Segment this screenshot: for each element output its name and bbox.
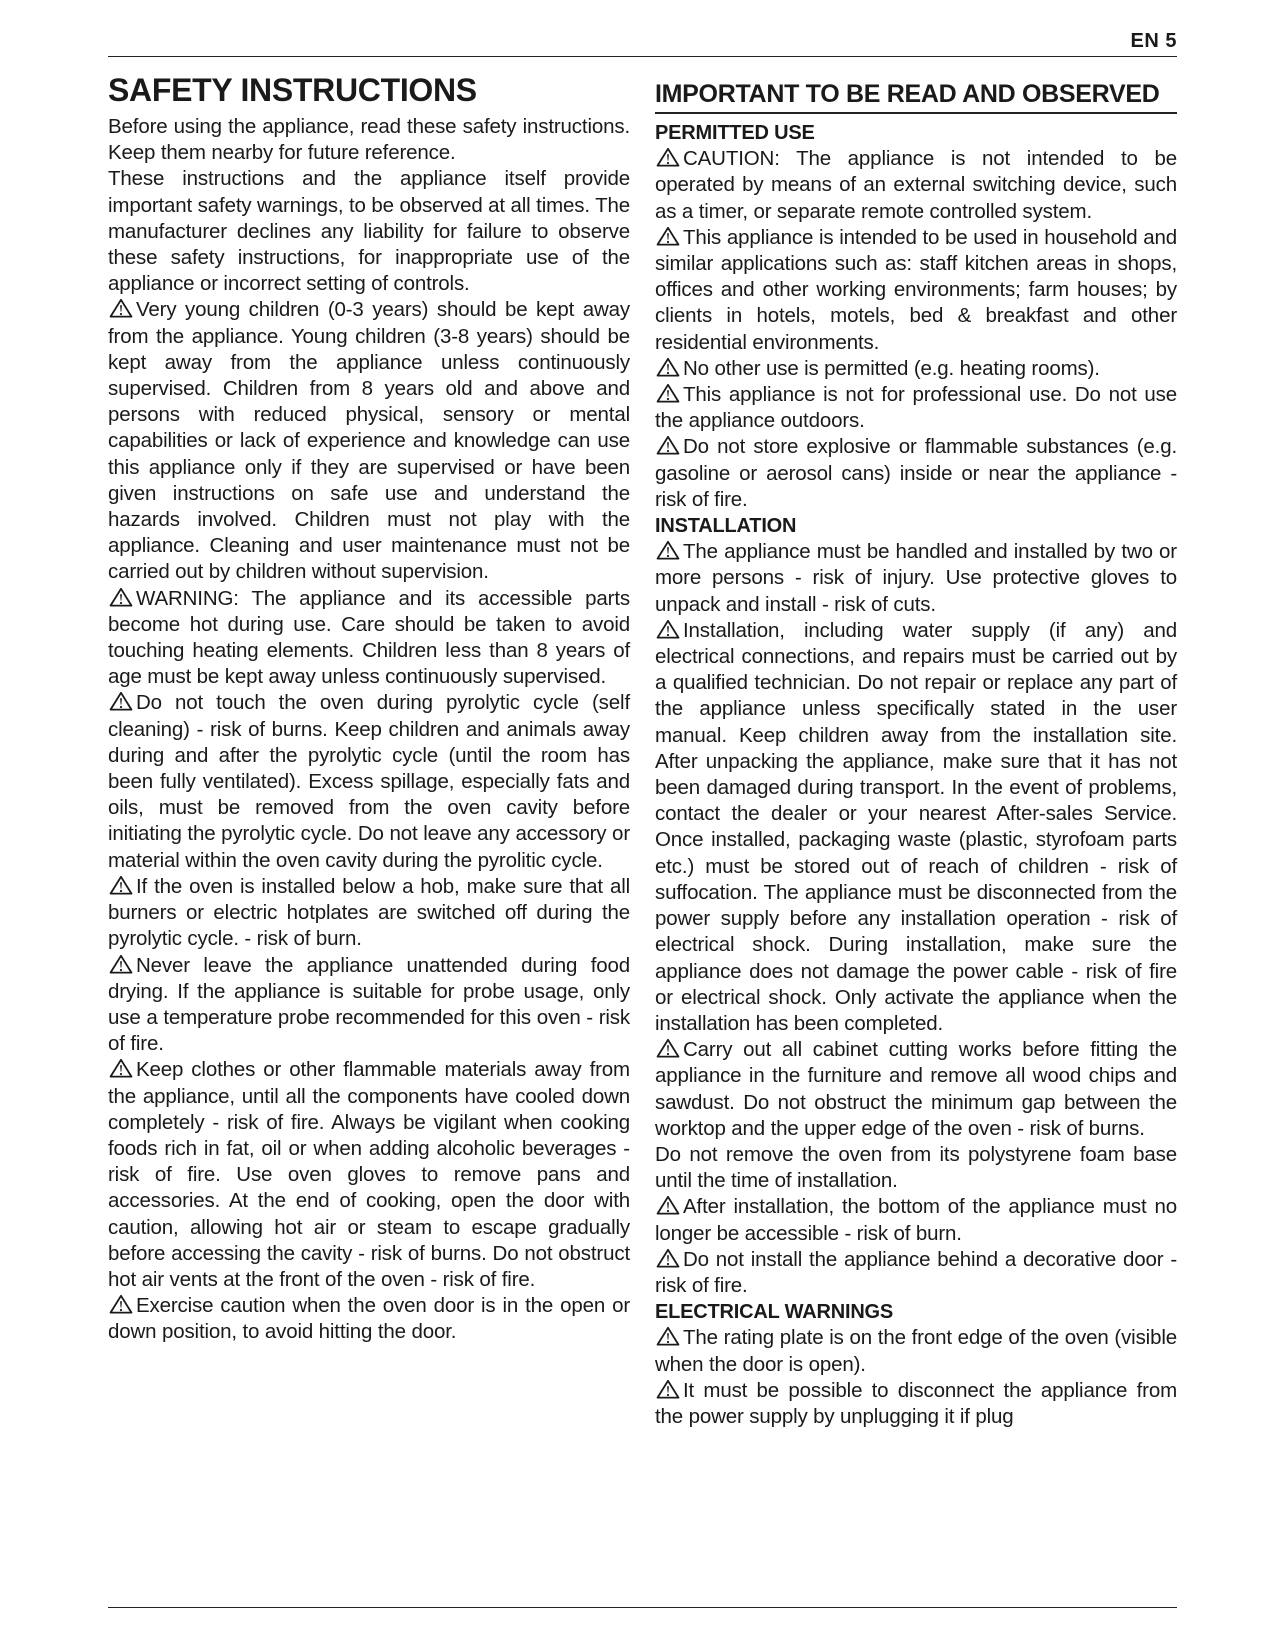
warning-triangle-icon bbox=[108, 1294, 134, 1314]
right-column bbox=[655, 70, 1177, 1430]
paragraph-text: Do not store explosive or flammable substances (e.g. gasoline or aerosol cans) inside or near the appliance - risk of fire. bbox=[655, 435, 1177, 511]
safety-paragraph bbox=[655, 1378, 1177, 1430]
paragraph-text: CAUTION: The appliance is not intended to be operated by means of an external switching device, such as a timer, or separate remote controlled system. bbox=[655, 147, 1177, 223]
safety-paragraph bbox=[655, 146, 1177, 225]
warning-triangle-icon bbox=[655, 1248, 681, 1268]
paragraph-text: These instructions and the appliance itself provide important safety warnings, to be observed at all times. The manufacturer declines any liability for failure to observe these safety instructions, for inappropriate use of the appliance or incorrect setting of controls. bbox=[108, 167, 630, 296]
safety-paragraph bbox=[108, 114, 630, 166]
paragraph-text: No other use is permitted (e.g. heating rooms). bbox=[683, 356, 1100, 380]
warning-triangle-icon bbox=[655, 383, 681, 403]
paragraph-text: Do not touch the oven during pyrolytic cycle (self cleaning) - risk of burns. Keep children and animals away during and after the pyrolytic cycle (until the room has been fully ventilated). Excess spillage, especially fats and oils, must be removed from the oven cavity before initiating the pyrolytic cycle. Do not leave any accessory or material within the oven cavity during the pyrolitic cycle. bbox=[108, 691, 630, 872]
safety-paragraph bbox=[655, 382, 1177, 434]
left-paragraphs bbox=[108, 114, 630, 1346]
paragraph-text: Keep clothes or other flammable materials away from the appliance, until all the components have cooled down completely - risk of fire. Always be vigilant when cooking foods rich in fat, oil or when adding alcoholic beverages - risk of fire. Use oven gloves to remove pans and accessories. At the end of cooking, open the door with caution, allowing hot air or steam to escape gradually before accessing the cavity - risk of burns. Do not obstruct hot air vents at the front of the oven - risk of fire. bbox=[108, 1058, 630, 1291]
safety-paragraph bbox=[655, 1247, 1177, 1299]
safety-paragraph bbox=[108, 1057, 630, 1293]
paragraph-text: Never leave the appliance unattended during food drying. If the appliance is suitable for probe usage, only use a temperature probe recommended for this oven - risk of fire. bbox=[108, 953, 630, 1056]
paragraph-text: Before using the appliance, read these safety instructions. Keep them nearby for future reference. bbox=[108, 115, 630, 165]
paragraph-text: This appliance is not for professional use. Do not use the appliance outdoors. bbox=[655, 383, 1177, 433]
safety-paragraph bbox=[655, 618, 1177, 1037]
safety-paragraph bbox=[655, 1325, 1177, 1377]
safety-paragraph bbox=[108, 1293, 630, 1345]
safety-paragraph bbox=[655, 434, 1177, 513]
bottom-rule bbox=[108, 1607, 1177, 1608]
safety-paragraph bbox=[655, 225, 1177, 356]
warning-triangle-icon bbox=[108, 298, 134, 318]
warning-triangle-icon bbox=[655, 540, 681, 560]
safety-paragraph bbox=[655, 539, 1177, 618]
paragraph-text: WARNING: The appliance and its accessible parts become hot during use. Care should be taken to avoid touching heating elements. Children less than 8 years of age must be kept away unless continuously supervised. bbox=[108, 586, 630, 689]
left-column bbox=[108, 70, 630, 1346]
safety-paragraph bbox=[108, 690, 630, 873]
safety-paragraph bbox=[655, 1037, 1177, 1142]
warning-triangle-icon bbox=[108, 587, 134, 607]
safety-paragraph bbox=[108, 874, 630, 953]
warning-triangle-icon bbox=[108, 954, 134, 974]
safety-paragraph bbox=[108, 953, 630, 1058]
warning-triangle-icon bbox=[655, 147, 681, 167]
section-heading-installation: INSTALLATION bbox=[655, 515, 797, 538]
top-rule bbox=[108, 56, 1177, 57]
permitted-use-paragraphs bbox=[655, 146, 1177, 513]
warning-triangle-icon bbox=[655, 1326, 681, 1346]
page-number: EN 5 bbox=[1130, 30, 1177, 52]
paragraph-text: After installation, the bottom of the appliance must no longer be accessible - risk of burn. bbox=[655, 1195, 1177, 1245]
warning-triangle-icon bbox=[108, 1058, 134, 1078]
warning-triangle-icon bbox=[655, 226, 681, 246]
warning-triangle-icon bbox=[655, 357, 681, 377]
warning-triangle-icon bbox=[655, 1379, 681, 1399]
paragraph-text: It must be possible to disconnect the appliance from the power supply by unplugging it if plug bbox=[655, 1378, 1177, 1428]
safety-paragraph bbox=[655, 1194, 1177, 1246]
paragraph-text: Exercise caution when the oven door is in the open or down position, to avoid hitting the door. bbox=[108, 1294, 630, 1344]
paragraph-text: Installation, including water supply (if any) and electrical connections, and repairs must be carried out by a qualified technician. Do not repair or replace any part of the appliance unless specifically stated in the user manual. Keep children away from the installation site. After unpacking the appliance, make sure that it has not been damaged during transport. In the event of problems, contact the dealer or your nearest After-sales Service. Once installed, packaging waste (plastic, styrofoam parts etc.) must be stored out of reach of children - risk of suffocation. The appliance must be disconnected from the power supply before any installation operation - risk of electrical shock. During installation, make sure the appliance does not damage the power cable - risk of fire or electrical shock. Only activate the appliance when the installation has been completed. bbox=[655, 618, 1177, 1035]
installation-paragraphs bbox=[655, 539, 1177, 1299]
paragraph-text: If the oven is installed below a hob, make sure that all burners or electric hotplates are switched off during the pyrolytic cycle. - risk of burn. bbox=[108, 874, 630, 951]
safety-paragraph bbox=[108, 297, 630, 585]
paragraph-text: Do not remove the oven from its polystyrene foam base until the time of installation. bbox=[655, 1142, 1177, 1193]
warning-triangle-icon bbox=[655, 619, 681, 639]
paragraph-text: Carry out all cabinet cutting works before fitting the appliance in the furniture and remove all wood chips and sawdust. Do not obstruct the minimum gap between the worktop and the upper edge of the oven - risk of burns. bbox=[655, 1038, 1177, 1140]
warning-triangle-icon bbox=[655, 1195, 681, 1215]
safety-instructions-title: SAFETY INSTRUCTIONS bbox=[108, 72, 477, 108]
safety-paragraph bbox=[108, 166, 630, 297]
section-heading-permitted-use: PERMITTED USE bbox=[655, 122, 815, 144]
warning-triangle-icon bbox=[108, 875, 134, 895]
important-title: IMPORTANT TO BE READ AND OBSERVED bbox=[655, 80, 1177, 114]
paragraph-text: Do not install the appliance behind a decorative door - risk of fire. bbox=[655, 1247, 1177, 1297]
safety-paragraph bbox=[108, 586, 630, 691]
electrical-paragraphs bbox=[655, 1325, 1177, 1430]
safety-paragraph bbox=[655, 1142, 1177, 1194]
paragraph-text: Very young children (0-3 years) should be kept away from the appliance. Young children (3-8 years) should be kept away from the appliance unless continuously supervised. Children from 8 years old and above and persons with reduced physical, sensory or mental capabilities or lack of experience and knowledge can use this appliance only if they are supervised or have been given instructions on safe use and understand the hazards involved. Children must not play with the appliance. Cleaning and user maintenance must not be carried out by children without supervision. bbox=[108, 298, 630, 584]
paragraph-text: The appliance must be handled and installed by two or more persons - risk of injury. Use protective gloves to unpack and install - risk of cuts. bbox=[655, 540, 1177, 616]
safety-paragraph bbox=[655, 356, 1177, 382]
paragraph-text: This appliance is intended to be used in household and similar applications such as: staff kitchen areas in shops, offices and other working environments; farm houses; by clients in hotels, motels, bed & breakfast and other residential environments. bbox=[655, 225, 1177, 354]
warning-triangle-icon bbox=[655, 435, 681, 455]
paragraph-text: The rating plate is on the front edge of the oven (visible when the door is open). bbox=[655, 1326, 1177, 1376]
warning-triangle-icon bbox=[655, 1038, 681, 1058]
warning-triangle-icon bbox=[108, 691, 134, 711]
section-heading-electrical-warnings: ELECTRICAL WARNINGS bbox=[655, 1301, 894, 1324]
